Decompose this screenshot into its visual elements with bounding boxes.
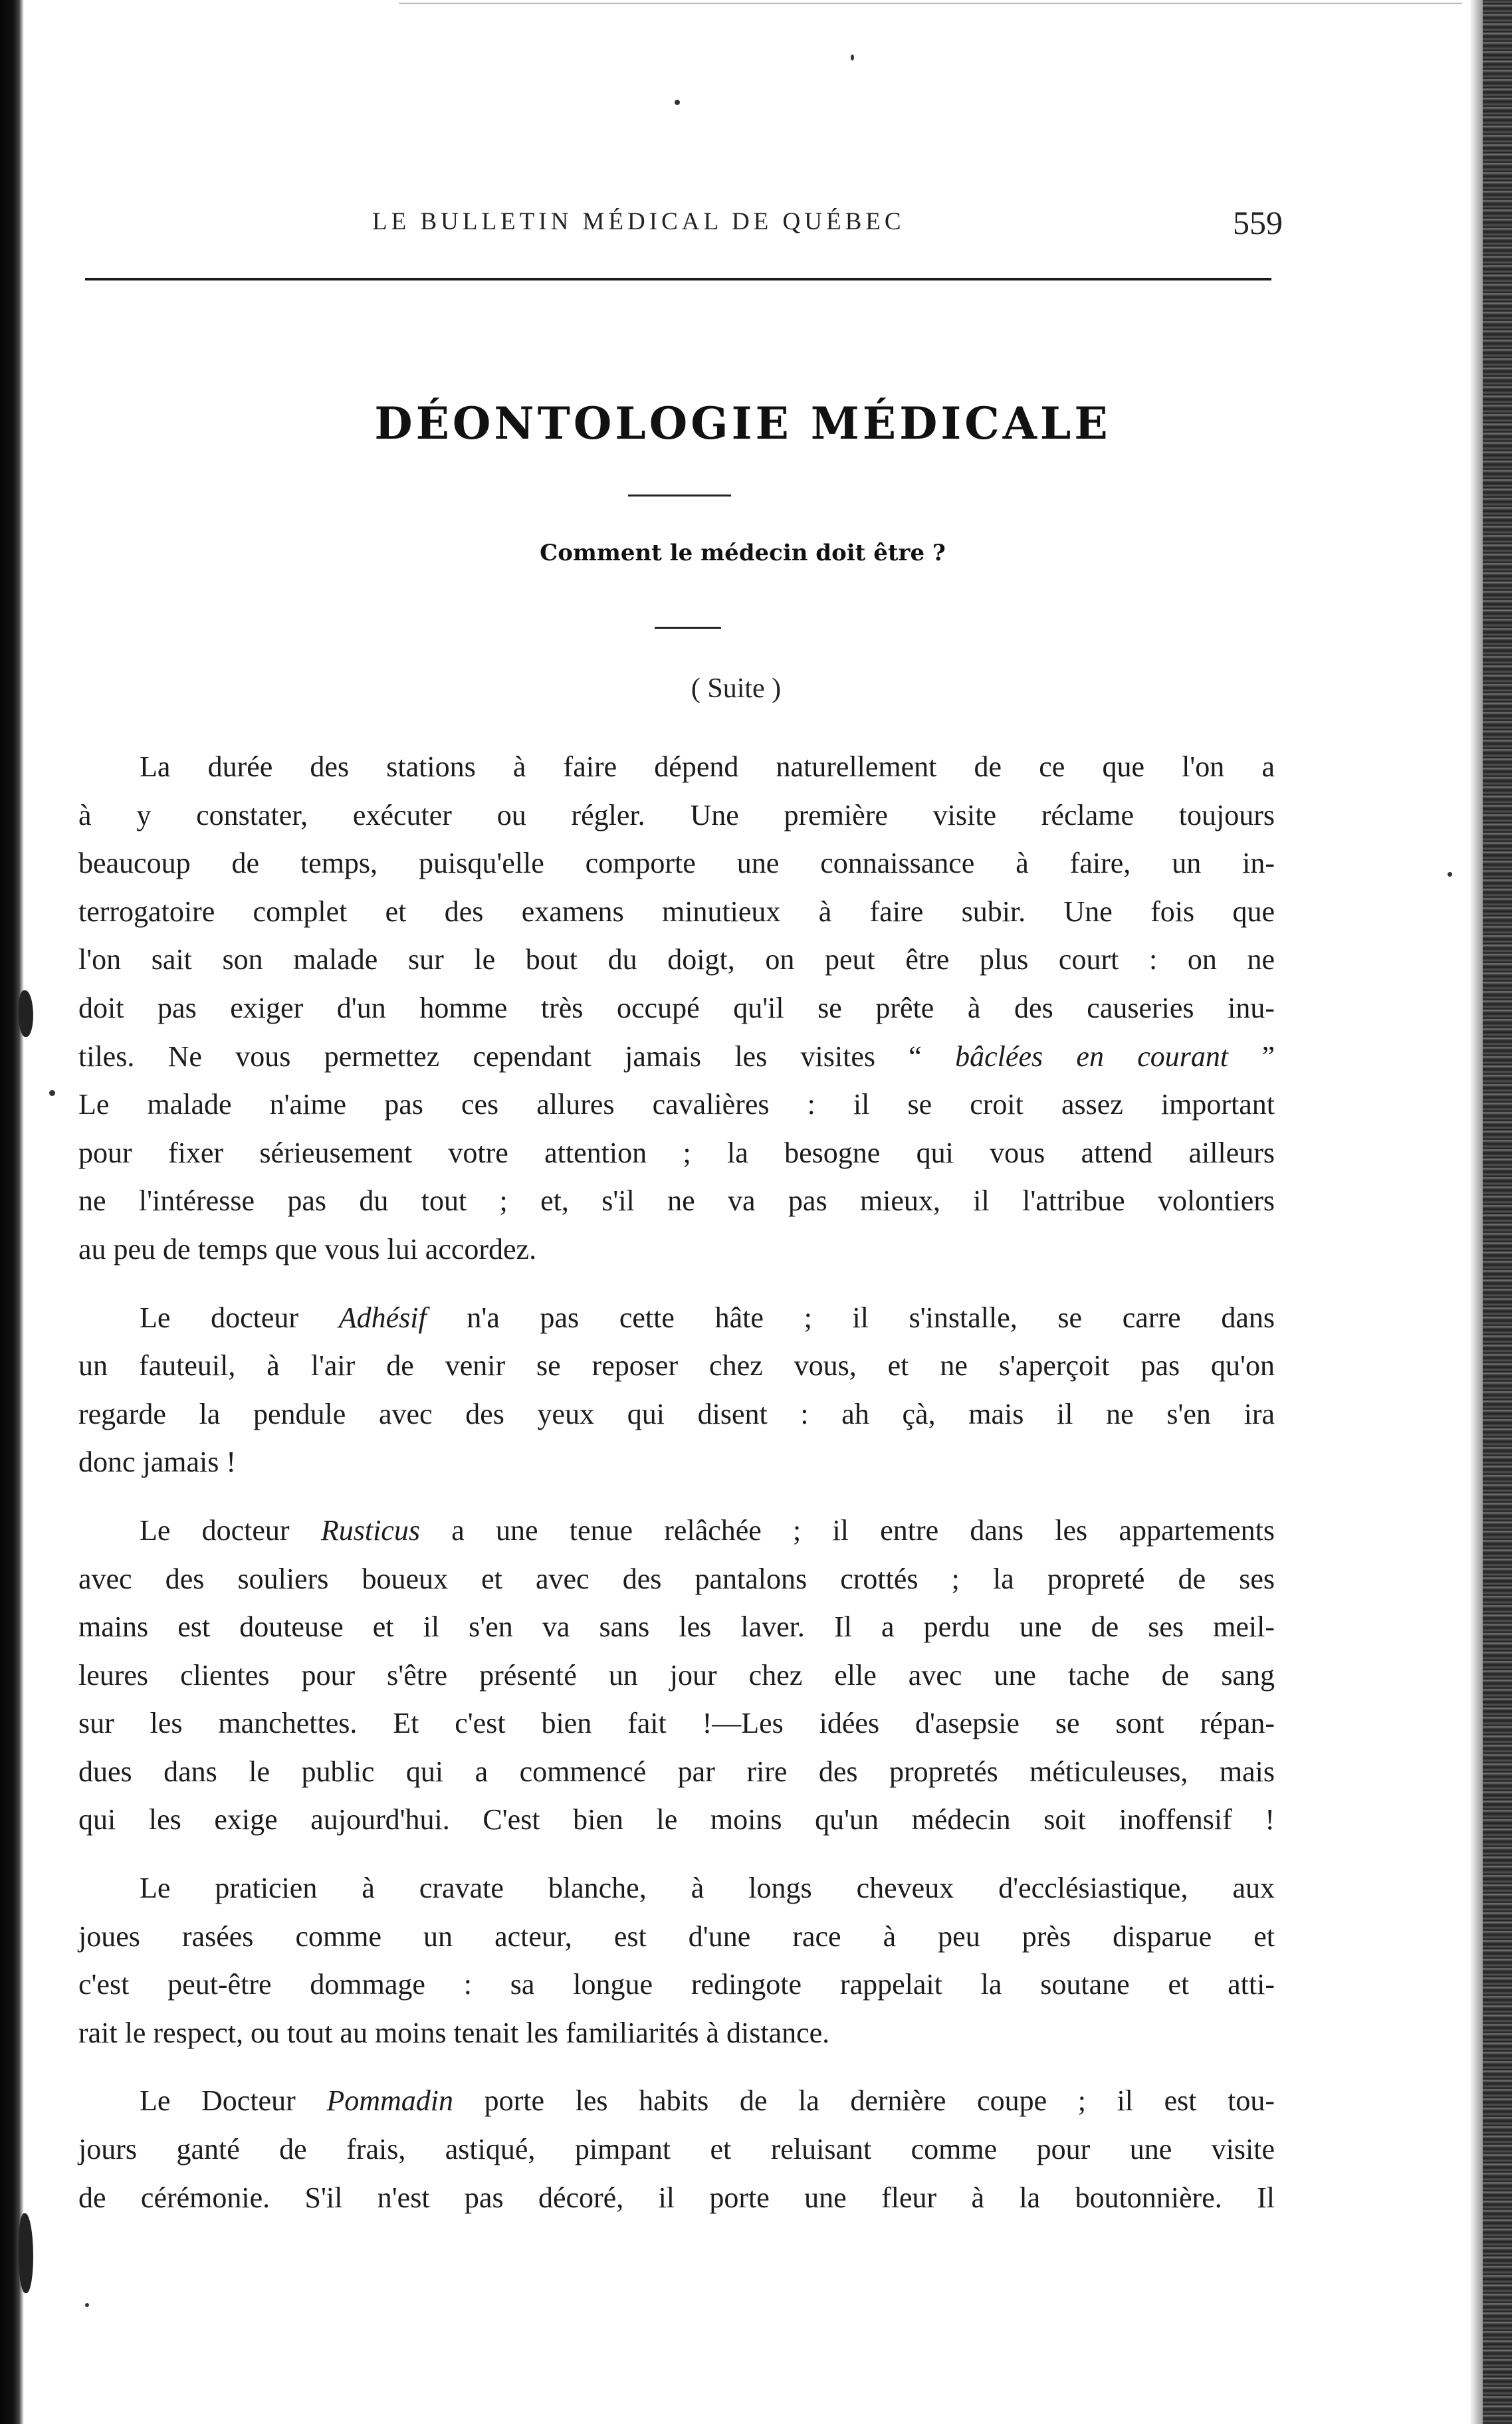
- text-line: [78, 888, 1275, 937]
- text-run: de cérémonie. S'il n'est pas décoré, il porte une fleur à la boutonnière. Il: [78, 2181, 1275, 2214]
- italic-text-run: Pommadin: [326, 2084, 453, 2118]
- scan-speck: [675, 100, 680, 105]
- text-run: jours ganté de frais, astiqué, pimpant et reluisant comme pour une visite: [78, 2133, 1275, 2166]
- italic-text-run: bâclées en courant: [955, 1040, 1229, 1073]
- article-title: DÉONTOLOGIE MÉDICALE: [374, 397, 1111, 449]
- scan-speck: [85, 2303, 89, 2307]
- text-line: [78, 2126, 1275, 2174]
- header-rule: [85, 278, 1271, 280]
- italic-text-run: Rusticus: [320, 1513, 420, 1547]
- scan-binding-edge: [0, 0, 24, 2424]
- text-line: [78, 1700, 1275, 1748]
- text-run: rait le respect, ou tout au moins tenait les familiarités à distance.: [78, 2016, 830, 2049]
- text-run: Le Docteur: [140, 2084, 327, 2118]
- text-run: n'a pas cette hâte ; il s'installe, se carre dans: [426, 1301, 1275, 1334]
- text-line: [78, 1864, 1275, 1913]
- text-run: regarde la pendule avec des yeux qui disent : ah çà, mais il ne s'en ira: [78, 1397, 1275, 1430]
- continuation-text: ( Suite ): [691, 673, 782, 704]
- text-run: qui les exige aujourd'hui. C'est bien le moins qu'un médecin soit inoffensif !: [78, 1803, 1275, 1836]
- page-number: 559: [1233, 204, 1283, 241]
- text-run: doit pas exiger d'un homme très occupé qu'il se prête à des causeries inu-: [78, 991, 1275, 1024]
- text-line: [78, 936, 1275, 984]
- text-line: [78, 1603, 1275, 1652]
- text-run: La durée des stations à faire dépend naturellement de ce que l'on a: [140, 750, 1275, 783]
- scan-ink-blot: [19, 2213, 33, 2293]
- text-run: un fauteuil, à l'air de venir se reposer chez vous, et ne s'aperçoit pas qu'on: [78, 1349, 1275, 1382]
- text-run: joues rasées comme un acteur, est d'une race à peu près disparue et: [78, 1920, 1275, 1953]
- text-run: ne l'intéresse pas du tout ; et, s'il ne va pas mieux, il l'attribue volontiers: [78, 1184, 1275, 1218]
- text-run: donc jamais !: [78, 1446, 237, 1479]
- title-separator: [628, 495, 731, 496]
- text-line: [78, 1748, 1275, 1797]
- text-line: [78, 1652, 1275, 1700]
- text-line: [78, 2077, 1275, 2126]
- text-run: à y constater, exécuter ou régler. Une première visite réclame toujours: [78, 798, 1275, 831]
- text-line: [78, 1390, 1275, 1439]
- text-line: [78, 1555, 1275, 1604]
- subtitle-separator: [655, 627, 721, 629]
- running-title: LE BULLETIN MÉDICAL DE QUÉBEC: [372, 208, 905, 235]
- text-line: [78, 1129, 1275, 1178]
- scan-right-edge: [1483, 0, 1512, 2424]
- italic-text-run: Adhésif: [338, 1301, 427, 1334]
- text-run: leures clientes pour s'être présenté un jour chez elle avec une tache de sang: [78, 1658, 1275, 1692]
- text-line: [78, 1177, 1275, 1226]
- text-run: porte les habits de la dernière coupe ; il est tou-: [453, 2084, 1275, 2118]
- scan-speck: [851, 55, 854, 60]
- text-line: [78, 1507, 1275, 1555]
- text-run: l'on sait son malade sur le bout du doigt, on peut être plus court : on ne: [78, 943, 1275, 976]
- text-run: sur les manchettes. Et c'est bien fait !—Les idées d'asepsie se sont répan-: [78, 1707, 1275, 1740]
- text-line: [78, 839, 1275, 888]
- text-line: [78, 1081, 1275, 1129]
- running-head: [372, 204, 1283, 247]
- text-line: [78, 1796, 1275, 1844]
- text-run: ”: [1228, 1040, 1275, 1073]
- text-run: beaucoup de temps, puisqu'elle comporte une connaissance à faire, un in-: [78, 847, 1275, 880]
- scan-speck: [1448, 872, 1452, 877]
- text-run: mains est douteuse et il s'en va sans les laver. Il a perdu une de ses meil-: [78, 1610, 1275, 1644]
- text-run: tiles. Ne vous permettez cependant jamais les visites “: [78, 1040, 956, 1073]
- text-line: [78, 743, 1275, 792]
- scan-edge-shadow: [1469, 0, 1483, 2424]
- text-line: [78, 1033, 1275, 1081]
- article-body: [78, 743, 1275, 2222]
- text-line: [78, 2174, 1275, 2223]
- continuation-label: [0, 673, 1512, 705]
- text-run: pour fixer sérieusement votre attention ; la besogne qui vous attend ailleurs: [78, 1136, 1275, 1169]
- text-line: [78, 1438, 1275, 1487]
- text-line: [78, 984, 1275, 1033]
- text-run: Le praticien à cravate blanche, à longs cheveux d'ecclésiastique, aux: [140, 1872, 1275, 1905]
- text-line: [78, 792, 1275, 840]
- text-line: [78, 2009, 1275, 2058]
- scan-top-line: [399, 3, 1462, 4]
- text-run: avec des souliers boueux et avec des pantalons crottés ; la propreté de ses: [78, 1562, 1275, 1595]
- text-line: [78, 1913, 1275, 1961]
- scan-ink-blot: [19, 990, 33, 1037]
- text-line: [78, 1342, 1275, 1390]
- text-run: Le malade n'aime pas ces allures cavalières : il se croit assez important: [78, 1088, 1275, 1121]
- scan-speck: [49, 1090, 55, 1096]
- text-line: [78, 1294, 1275, 1343]
- text-run: au peu de temps que vous lui accordez.: [78, 1232, 537, 1266]
- text-line: [78, 1226, 1275, 1274]
- text-run: c'est peut-être dommage : sa longue redingote rappelait la soutane et atti-: [78, 1968, 1275, 2001]
- article-subtitle: Comment le médecin doit être ?: [540, 540, 946, 566]
- text-run: terrogatoire complet et des examens minutieux à faire subir. Une fois que: [78, 895, 1275, 928]
- text-run: dues dans le public qui a commencé par rire des propretés méticuleuses, mais: [78, 1755, 1275, 1788]
- text-run: Le docteur: [140, 1301, 339, 1334]
- text-line: [78, 1961, 1275, 2009]
- text-run: a une tenue relâchée ; il entre dans les appartements: [419, 1513, 1275, 1547]
- text-run: Le docteur: [140, 1513, 321, 1547]
